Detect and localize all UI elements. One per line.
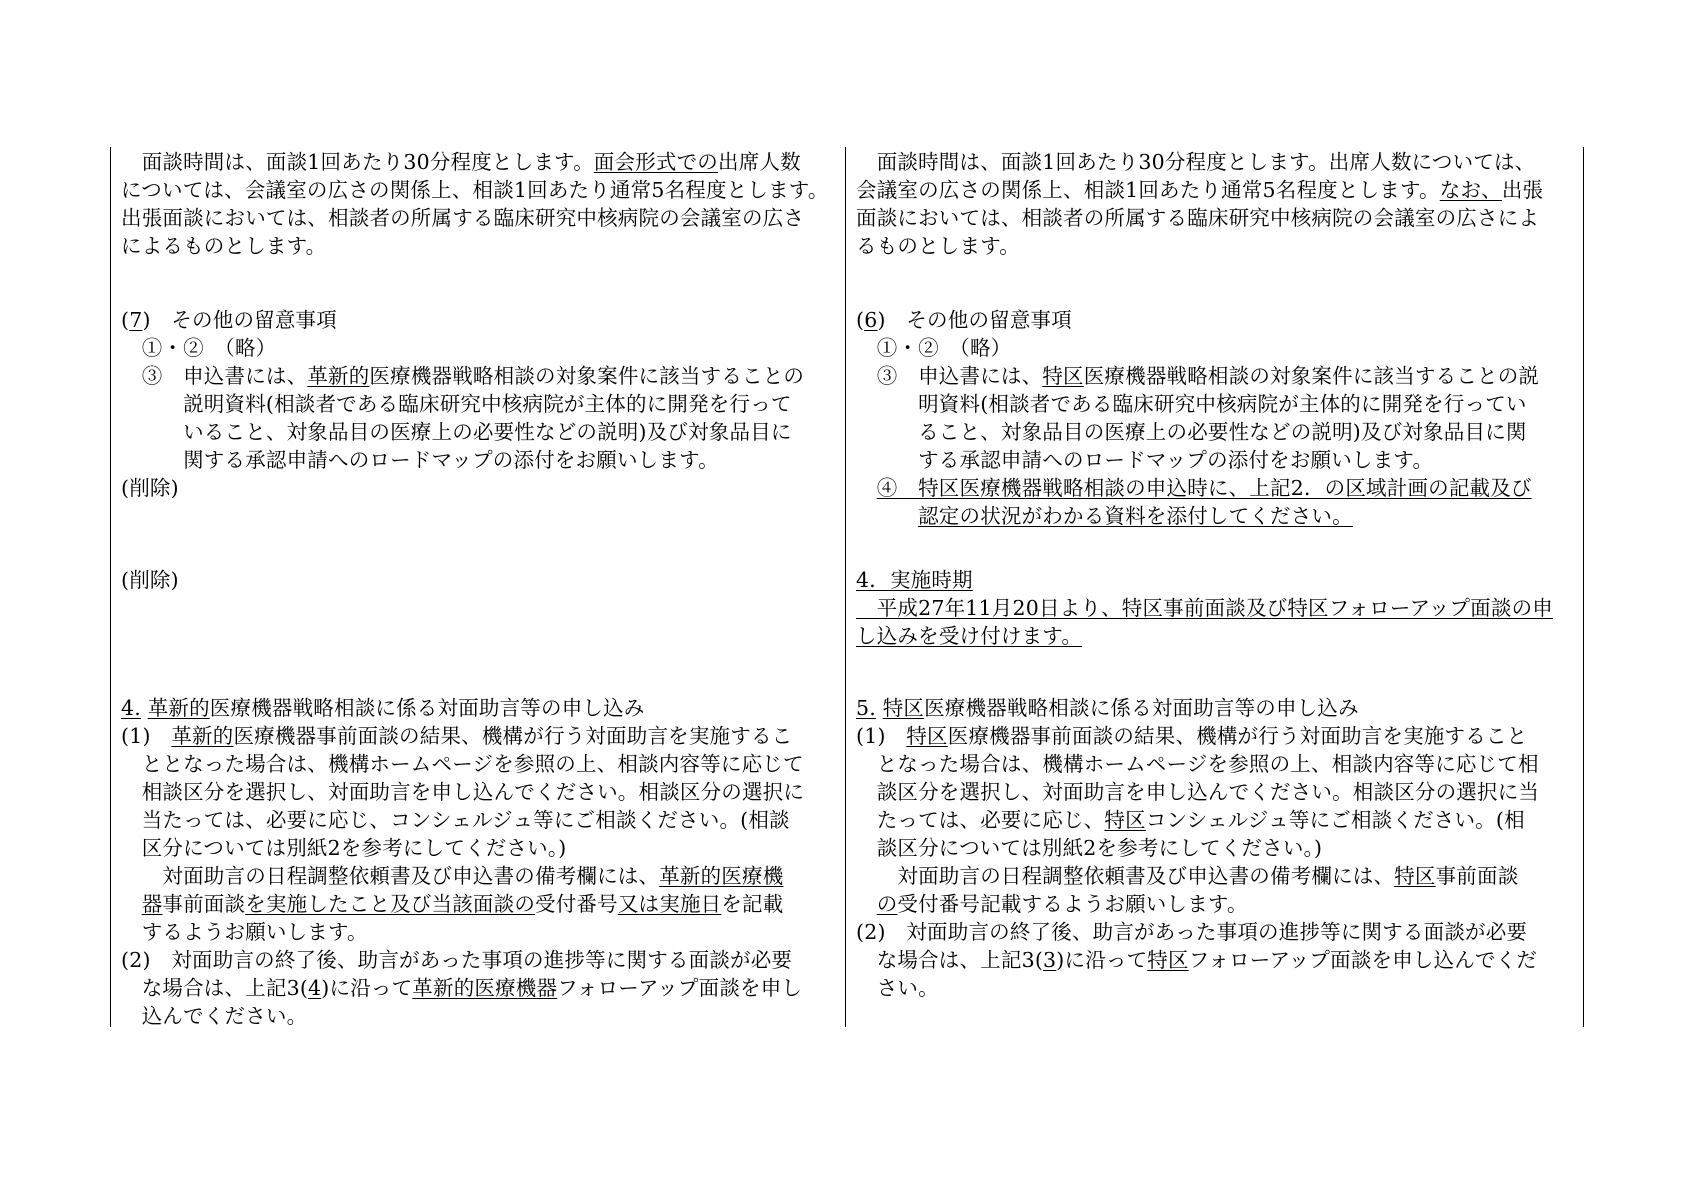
text-segment: ( [121, 308, 130, 332]
text-line [856, 622, 1082, 650]
text-segment: フォローアップ面談を申し込んでくだ [1188, 948, 1538, 972]
text-segment: 当たっては、必要に応じ、コンシェルジュ等にご相談ください。(相談 [121, 808, 790, 832]
left-border-line [110, 147, 111, 1027]
text-line [856, 722, 1527, 750]
text-line [856, 862, 1518, 890]
text-segment: いること、対象品目の医療上の必要性などの説明)及び対象品目に [121, 420, 792, 444]
text-line [856, 176, 1543, 204]
text-segment: となった場合は、機構ホームページを参照の上、相談内容等に応じて相 [856, 752, 1539, 776]
underlined-text: 6 [864, 308, 878, 332]
text-segment: については、会議室の広さの関係上、相談1回あたり通常5名程度とします。 [121, 178, 829, 202]
text-line [121, 474, 179, 502]
text-segment: ととなった場合は、機構ホームページを参照の上、相談内容等に応じて [121, 752, 804, 776]
text-line [121, 204, 804, 232]
text-segment: )に沿って [1056, 948, 1148, 972]
underlined-text: 特区 [1147, 948, 1189, 972]
underlined-text: し込みを受け付けます。 [856, 624, 1083, 648]
text-segment: 区分については別紙2を参考にしてください。) [121, 836, 567, 860]
text-segment: 談区分については別紙2を参考にしてください。) [856, 836, 1323, 860]
text-line [121, 778, 804, 806]
text-segment: 事前面談 [162, 892, 246, 916]
underlined-text: 認定の状況がわかる資料を添付してください。 [918, 504, 1353, 528]
underlined-text: ④ 特区医療機器戦略相談の申込時に、上記2．の区域計画の記載及び [876, 476, 1532, 500]
text-segment: 会議室の広さの関係上、相談1回あたり通常5名程度とします。 [856, 178, 1440, 202]
text-segment [121, 892, 142, 916]
text-line [856, 806, 1525, 834]
text-segment: な場合は、上記3( [856, 948, 1044, 972]
text-line [856, 502, 1353, 530]
text-segment [856, 504, 918, 528]
text-segment: 出張 [1501, 178, 1544, 202]
text-segment: さい。 [856, 976, 939, 1000]
text-line [856, 148, 1535, 176]
text-line [121, 862, 783, 890]
text-segment: ①・② （略） [121, 336, 277, 360]
text-line [856, 418, 1527, 446]
text-segment: によるものとします。 [121, 234, 327, 258]
right-border-line [1583, 147, 1584, 1027]
text-line [856, 362, 1539, 390]
text-segment: 医療機器戦略相談の対象案件に該当することの [369, 364, 805, 388]
text-line [856, 204, 1539, 232]
text-segment: たっては、必要に応じ、 [856, 808, 1105, 832]
underlined-text: 4．実施時期 [856, 568, 973, 592]
text-segment: ) その他の留意事項 [877, 308, 1072, 332]
text-line [856, 594, 1553, 622]
text-segment: (削除) [121, 568, 179, 592]
underlined-text: 4 [308, 976, 322, 1000]
text-segment: 対面助言の日程調整依頼書及び申込書の備考欄には、 [856, 864, 1395, 888]
underlined-text: 4. [121, 696, 141, 720]
underlined-text: 器 [141, 892, 163, 916]
text-segment: 相談区分を選択し、対面助言を申し込んでください。相談区分の選択に [121, 780, 805, 804]
text-line [121, 974, 802, 1002]
text-line [856, 474, 1532, 502]
underlined-text: 革新的医療機器 [412, 976, 558, 1000]
text-line [121, 946, 792, 974]
underlined-text: 特区 [1104, 808, 1146, 832]
text-segment: 面談時間は、面談1回あたり30分程度とします。出席人数については、 [856, 150, 1536, 174]
underlined-text: 特区 [906, 724, 948, 748]
text-line [121, 750, 804, 778]
underlined-text: の [876, 892, 898, 916]
text-segment: (1) [856, 724, 907, 748]
text-segment: (2) 対面助言の終了後、助言があった事項の進捗等に関する面談が必要 [121, 948, 793, 972]
text-segment: (削除) [121, 476, 179, 500]
text-line [121, 806, 790, 834]
text-segment: 対面助言の日程調整依頼書及び申込書の備考欄には、 [121, 864, 660, 888]
text-segment: 関する承認申請へのロードマップの添付をお願いします。 [121, 448, 719, 472]
underlined-text: 又は実施日 [617, 892, 722, 916]
text-segment: ) その他の留意事項 [142, 308, 337, 332]
text-segment: するようお願いします。 [121, 920, 368, 944]
text-line [856, 918, 1527, 946]
text-line [121, 834, 566, 862]
text-segment: な場合は、上記3( [121, 976, 309, 1000]
text-segment [141, 696, 148, 720]
text-segment: 説明資料(相談者である臨床研究中核病院が主体的に開発を行って [121, 392, 792, 416]
underlined-text: 革新的 [307, 364, 370, 388]
text-segment: 医療機器戦略相談に係る対面助言等の申し込み [924, 696, 1359, 720]
text-line [121, 390, 792, 418]
underlined-text: 特区 [882, 696, 925, 720]
text-line [856, 750, 1539, 778]
underlined-text: 革新的 [147, 696, 210, 720]
text-segment: を記載 [721, 892, 784, 916]
text-line [121, 890, 783, 918]
text-segment: (2) 対面助言の終了後、助言があった事項の進捗等に関する面談が必要 [856, 920, 1528, 944]
text-line [856, 694, 1359, 722]
center-divider-line [845, 147, 846, 1027]
text-segment [876, 696, 883, 720]
text-line [121, 362, 804, 390]
text-segment: ること、対象品目の医療上の必要性などの説明)及び対象品目に関 [856, 420, 1527, 444]
text-line [121, 148, 801, 176]
text-line [856, 390, 1527, 418]
underlined-text: 3 [1043, 948, 1057, 972]
underlined-text: 5. [856, 696, 876, 720]
underlined-text: 革新的 [171, 724, 234, 748]
text-segment: 明資料(相談者である臨床研究中核病院が主体的に開発を行ってい [856, 392, 1527, 416]
text-segment: フォローアップ面談を申し [557, 976, 803, 1000]
text-segment: ( [856, 308, 865, 332]
text-segment: 談区分を選択し、対面助言を申し込んでください。相談区分の選択に当 [856, 780, 1540, 804]
underlined-text: 7 [129, 308, 143, 332]
text-line [121, 334, 276, 362]
text-segment: ③ 申込書には、 [856, 364, 1043, 388]
underlined-text: 特区 [1042, 364, 1084, 388]
text-segment: コンシェルジュ等にご相談ください。(相 [1145, 808, 1525, 832]
text-segment: るものとします。 [856, 234, 1020, 258]
text-segment: 出張面談においては、相談者の所属する臨床研究中核病院の会議室の広さ [121, 206, 805, 230]
text-line [121, 566, 179, 594]
text-line [856, 306, 1072, 334]
text-segment: ③ 申込書には、 [121, 364, 308, 388]
text-segment: 医療機器事前面談の結果、機構が行う対面助言を実施すること [947, 724, 1528, 748]
text-segment [856, 892, 877, 916]
text-line [856, 946, 1537, 974]
text-segment: )に沿って [321, 976, 413, 1000]
text-segment: 医療機器戦略相談に係る対面助言等の申し込み [209, 696, 645, 720]
text-line [856, 334, 1011, 362]
underlined-text: 平成27年11月20日より、特区事前面談及び特区フォローアップ面談の申 [856, 596, 1553, 620]
underlined-text: 特区 [1394, 864, 1436, 888]
text-segment: (1) [121, 724, 172, 748]
text-line [121, 694, 645, 722]
text-segment: 事前面談 [1435, 864, 1519, 888]
text-line [121, 306, 337, 334]
underlined-text: 面会形式での [593, 150, 718, 174]
underlined-text: なお、 [1439, 178, 1502, 202]
text-segment: ①・② （略） [856, 336, 1012, 360]
text-segment: 受付番号 [535, 892, 618, 916]
text-line [121, 176, 829, 204]
text-segment [856, 476, 877, 500]
text-segment: 医療機器事前面談の結果、機構が行う対面助言を実施するこ [233, 724, 793, 748]
text-segment: 面談においては、相談者の所属する臨床研究中核病院の会議室の広さによ [856, 206, 1540, 230]
text-segment: 面談時間は、面談1回あたり30分程度とします。 [121, 150, 594, 174]
text-line [121, 446, 719, 474]
text-line [856, 890, 1248, 918]
text-line [856, 974, 939, 1002]
text-line [856, 778, 1539, 806]
text-segment: 受付番号記載するようお願いします。 [897, 892, 1248, 916]
text-line [856, 446, 1433, 474]
text-segment: 込んでください。 [121, 1004, 308, 1028]
text-line [856, 232, 1020, 260]
text-line [121, 418, 792, 446]
text-line [121, 918, 368, 946]
text-segment: する承認申請へのロードマップの添付をお願いします。 [856, 448, 1434, 472]
text-line [121, 722, 792, 750]
text-line [121, 1002, 307, 1030]
underlined-text: を実施したこと及び当該面談の [245, 892, 536, 916]
text-line [856, 566, 973, 594]
text-segment: 医療機器戦略相談の対象案件に該当することの説 [1083, 364, 1540, 388]
text-line [121, 232, 326, 260]
underlined-text: 革新的医療機 [659, 864, 784, 888]
text-line [856, 834, 1322, 862]
text-segment: 出席人数 [718, 150, 801, 174]
